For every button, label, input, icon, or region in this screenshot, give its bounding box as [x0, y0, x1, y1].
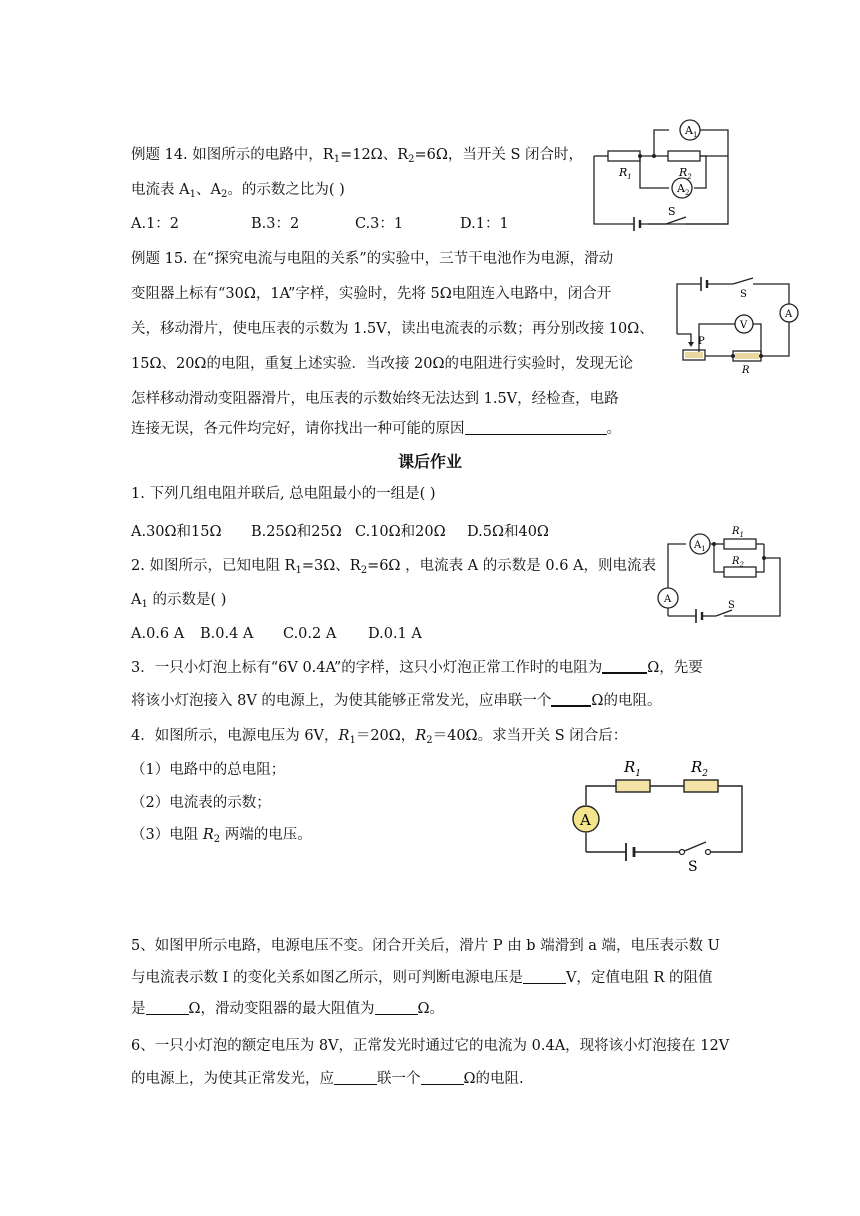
svg-text:R2: $R_2$ [691, 758, 709, 779]
answer-blank[interactable] [602, 658, 647, 674]
q2-text: 的示数是( ) [147, 592, 227, 608]
q4-item-2: （2）电流表的示数； [131, 795, 271, 811]
q2-text: =6Ω ，电流表 A 的示数是 0.6 A，则电流表 [367, 558, 657, 574]
svg-text:S: S [688, 859, 698, 875]
answer-blank[interactable] [375, 1000, 418, 1015]
answer-blank[interactable] [334, 1070, 377, 1085]
q2-circuit-diagram [656, 520, 786, 625]
q2-option-c: C.0.2 A [283, 626, 337, 642]
ex15-text: 连接无误，各元件均完好，请你找出一种可能的原因 [131, 421, 465, 437]
q5-text: V，定值电阻 R 的阻值 [565, 970, 713, 986]
q2-text: A [131, 592, 142, 608]
svg-text:A1: $A_1$ [694, 540, 706, 553]
subscript: 2 [360, 565, 368, 576]
q1-text: 1. 下列几组电阻并联后, 总电阻最小的一组是( ) [131, 486, 436, 502]
answer-blank[interactable] [465, 420, 607, 435]
q4-text: （3）电阻 [131, 827, 203, 843]
q2-text: =3Ω、R [301, 558, 361, 574]
q3-text: Ω的电阻。 [591, 693, 662, 709]
subscript: 1 [333, 154, 341, 165]
q3-line-2 [131, 691, 661, 711]
q1-option-a: A.30Ω和15Ω [131, 524, 222, 540]
answer-blank[interactable] [421, 1070, 464, 1085]
subscript: 2 [426, 735, 433, 746]
subscript: 1 [295, 565, 302, 576]
answer-blank[interactable] [551, 691, 591, 707]
q3-text: Ω，先要 [647, 660, 703, 676]
q2-line-1 [131, 556, 656, 581]
ex15-line-6 [131, 419, 621, 439]
ex15-circuit-diagram [673, 272, 803, 380]
svg-text:A1: $A_1$ [685, 124, 698, 139]
ex14-text: 电流表 A [131, 182, 190, 198]
svg-text:V: V [740, 320, 748, 331]
q2-line-2 [131, 590, 226, 615]
q1-option-c: C.10Ω和20Ω [355, 524, 446, 540]
q2-option-b: B.0.4 A [200, 626, 254, 642]
svg-text:R1: $R_1$ [732, 526, 744, 539]
q2-text: 2. 如图所示，已知电阻 R [131, 558, 296, 574]
svg-text:A: A [580, 811, 591, 829]
svg-text:S: S [728, 600, 735, 611]
ex15-line-5: 怎样移动滑动变阻器滑片，电压表的示数始终无法达到 1.5V，经检查，电路 [131, 391, 619, 407]
svg-text:R: R [742, 365, 750, 376]
svg-text:R1: $R_1$ [619, 166, 632, 181]
svg-text:A: A [785, 309, 793, 320]
q5-line-1: 5、如图甲所示电路，电源电压不变。闭合开关后，滑片 P 由 b 端滑到 a 端，电压表示数 U [131, 938, 720, 954]
q6-text: 联一个 [377, 1071, 421, 1087]
svg-text:R1: $R_1$ [624, 758, 642, 779]
q4-line-1 [131, 726, 627, 751]
q4-item-3 [131, 825, 312, 850]
subscript: 2 [220, 189, 228, 200]
ex14-option-a: A.1：2 [131, 216, 180, 232]
ex15-line-1: 例题 15. 在“探究电流与电阻的关系”的实验中，三节干电池作为电源，滑动 [131, 251, 614, 267]
ex14-line-1 [131, 145, 583, 170]
q5-line-2 [131, 968, 713, 988]
svg-text:R2: $R_2$ [679, 166, 692, 181]
q3-text: 3．一只小灯泡上标有“6V 0.4A”的字样，这只小灯泡正常工作时的电阻为 [131, 660, 603, 676]
ex14-option-b: B.3：2 [251, 216, 300, 232]
q4-text: ＝40Ω。求当开关 S 闭合后： [432, 728, 628, 744]
subscript: 2 [408, 154, 415, 165]
q5-text: 与电流表示数 I 的变化关系如图乙所示，则可判断电源电压是 [131, 970, 523, 986]
q4-text: 两端的电压。 [220, 827, 312, 843]
svg-text:S: S [668, 205, 676, 218]
section-title: 课后作业 [398, 452, 463, 471]
answer-blank[interactable] [146, 1000, 189, 1015]
ex14-text: 。的示数之比为( ) [227, 182, 345, 198]
ex14-option-d: D.1：1 [460, 216, 509, 232]
answer-blank[interactable] [523, 969, 566, 984]
svg-text:A2: $A_2$ [677, 182, 690, 197]
q1-option-d: D.5Ω和40Ω [467, 524, 549, 540]
subscript: 1 [349, 735, 356, 746]
ex15-line-4: 15Ω、20Ω的电阻，重复上述实验．当改接 20Ω的电阻进行实验时，发现无论 [131, 356, 634, 372]
q2-option-d: D.0.1 A [368, 626, 422, 642]
q6-text: 的电源上，为使其正常发光，应 [131, 1071, 334, 1087]
subscript: 2 [213, 834, 221, 845]
q3-text: 将该小灯泡接入 8V 的电源上，为使其能够正常发光，应串联一个 [131, 693, 552, 709]
ex15-line-3: 关，移动滑片，使电压表的示数为 1.5V，读出电流表的示数；再分别改接 10Ω、 [131, 321, 654, 337]
q4-text: 4．如图所示，电源电压为 6V， [131, 728, 339, 744]
q4-symbol: R [202, 827, 214, 843]
svg-text:P: P [698, 336, 705, 347]
ex14-circuit-diagram [588, 118, 733, 230]
subscript: 1 [189, 189, 196, 200]
ex14-text: 例题 14. 如图所示的电路中，R [131, 147, 334, 163]
q6-line-1: 6、一只小灯泡的额定电压为 8V，正常发光时通过它的电流为 0.4A，现将该小灯泡接在 12V [131, 1038, 730, 1054]
q2-option-a: A.0.6 A [131, 626, 185, 642]
ex14-text: =12Ω、R [340, 147, 409, 163]
q3-line-1 [131, 658, 703, 678]
svg-text:R2: $R_2$ [732, 556, 744, 569]
q4-item-1: （1）电路中的总电阻； [131, 762, 286, 778]
q5-text: Ω。 [417, 1001, 445, 1017]
q4-circuit-diagram [572, 752, 747, 875]
subscript: 1 [141, 599, 148, 610]
q4-symbol: R [415, 728, 427, 744]
q5-text: Ω，滑动变阻器的最大阻值为 [188, 1001, 375, 1017]
svg-text:A: A [664, 594, 672, 605]
ex15-line-2: 变阻器上标有“30Ω，1A”字样，实验时，先将 5Ω电阻连入电路中，闭合开 [131, 286, 612, 302]
q4-text: ＝20Ω， [355, 728, 416, 744]
q1-option-b: B.25Ω和25Ω [251, 524, 342, 540]
ex14-text: 、A [195, 182, 221, 198]
ex14-option-c: C.3：1 [355, 216, 404, 232]
q5-text: 是 [131, 1001, 146, 1017]
q6-text: Ω的电阻. [463, 1071, 524, 1087]
q6-line-2 [131, 1069, 524, 1089]
svg-text:S: S [740, 289, 747, 300]
ex15-text: 。 [606, 421, 621, 437]
q5-line-3 [131, 999, 444, 1019]
ex14-line-2 [131, 180, 345, 205]
q4-symbol: R [338, 728, 350, 744]
ex14-text: =6Ω，当开关 S 闭合时， [414, 147, 584, 163]
